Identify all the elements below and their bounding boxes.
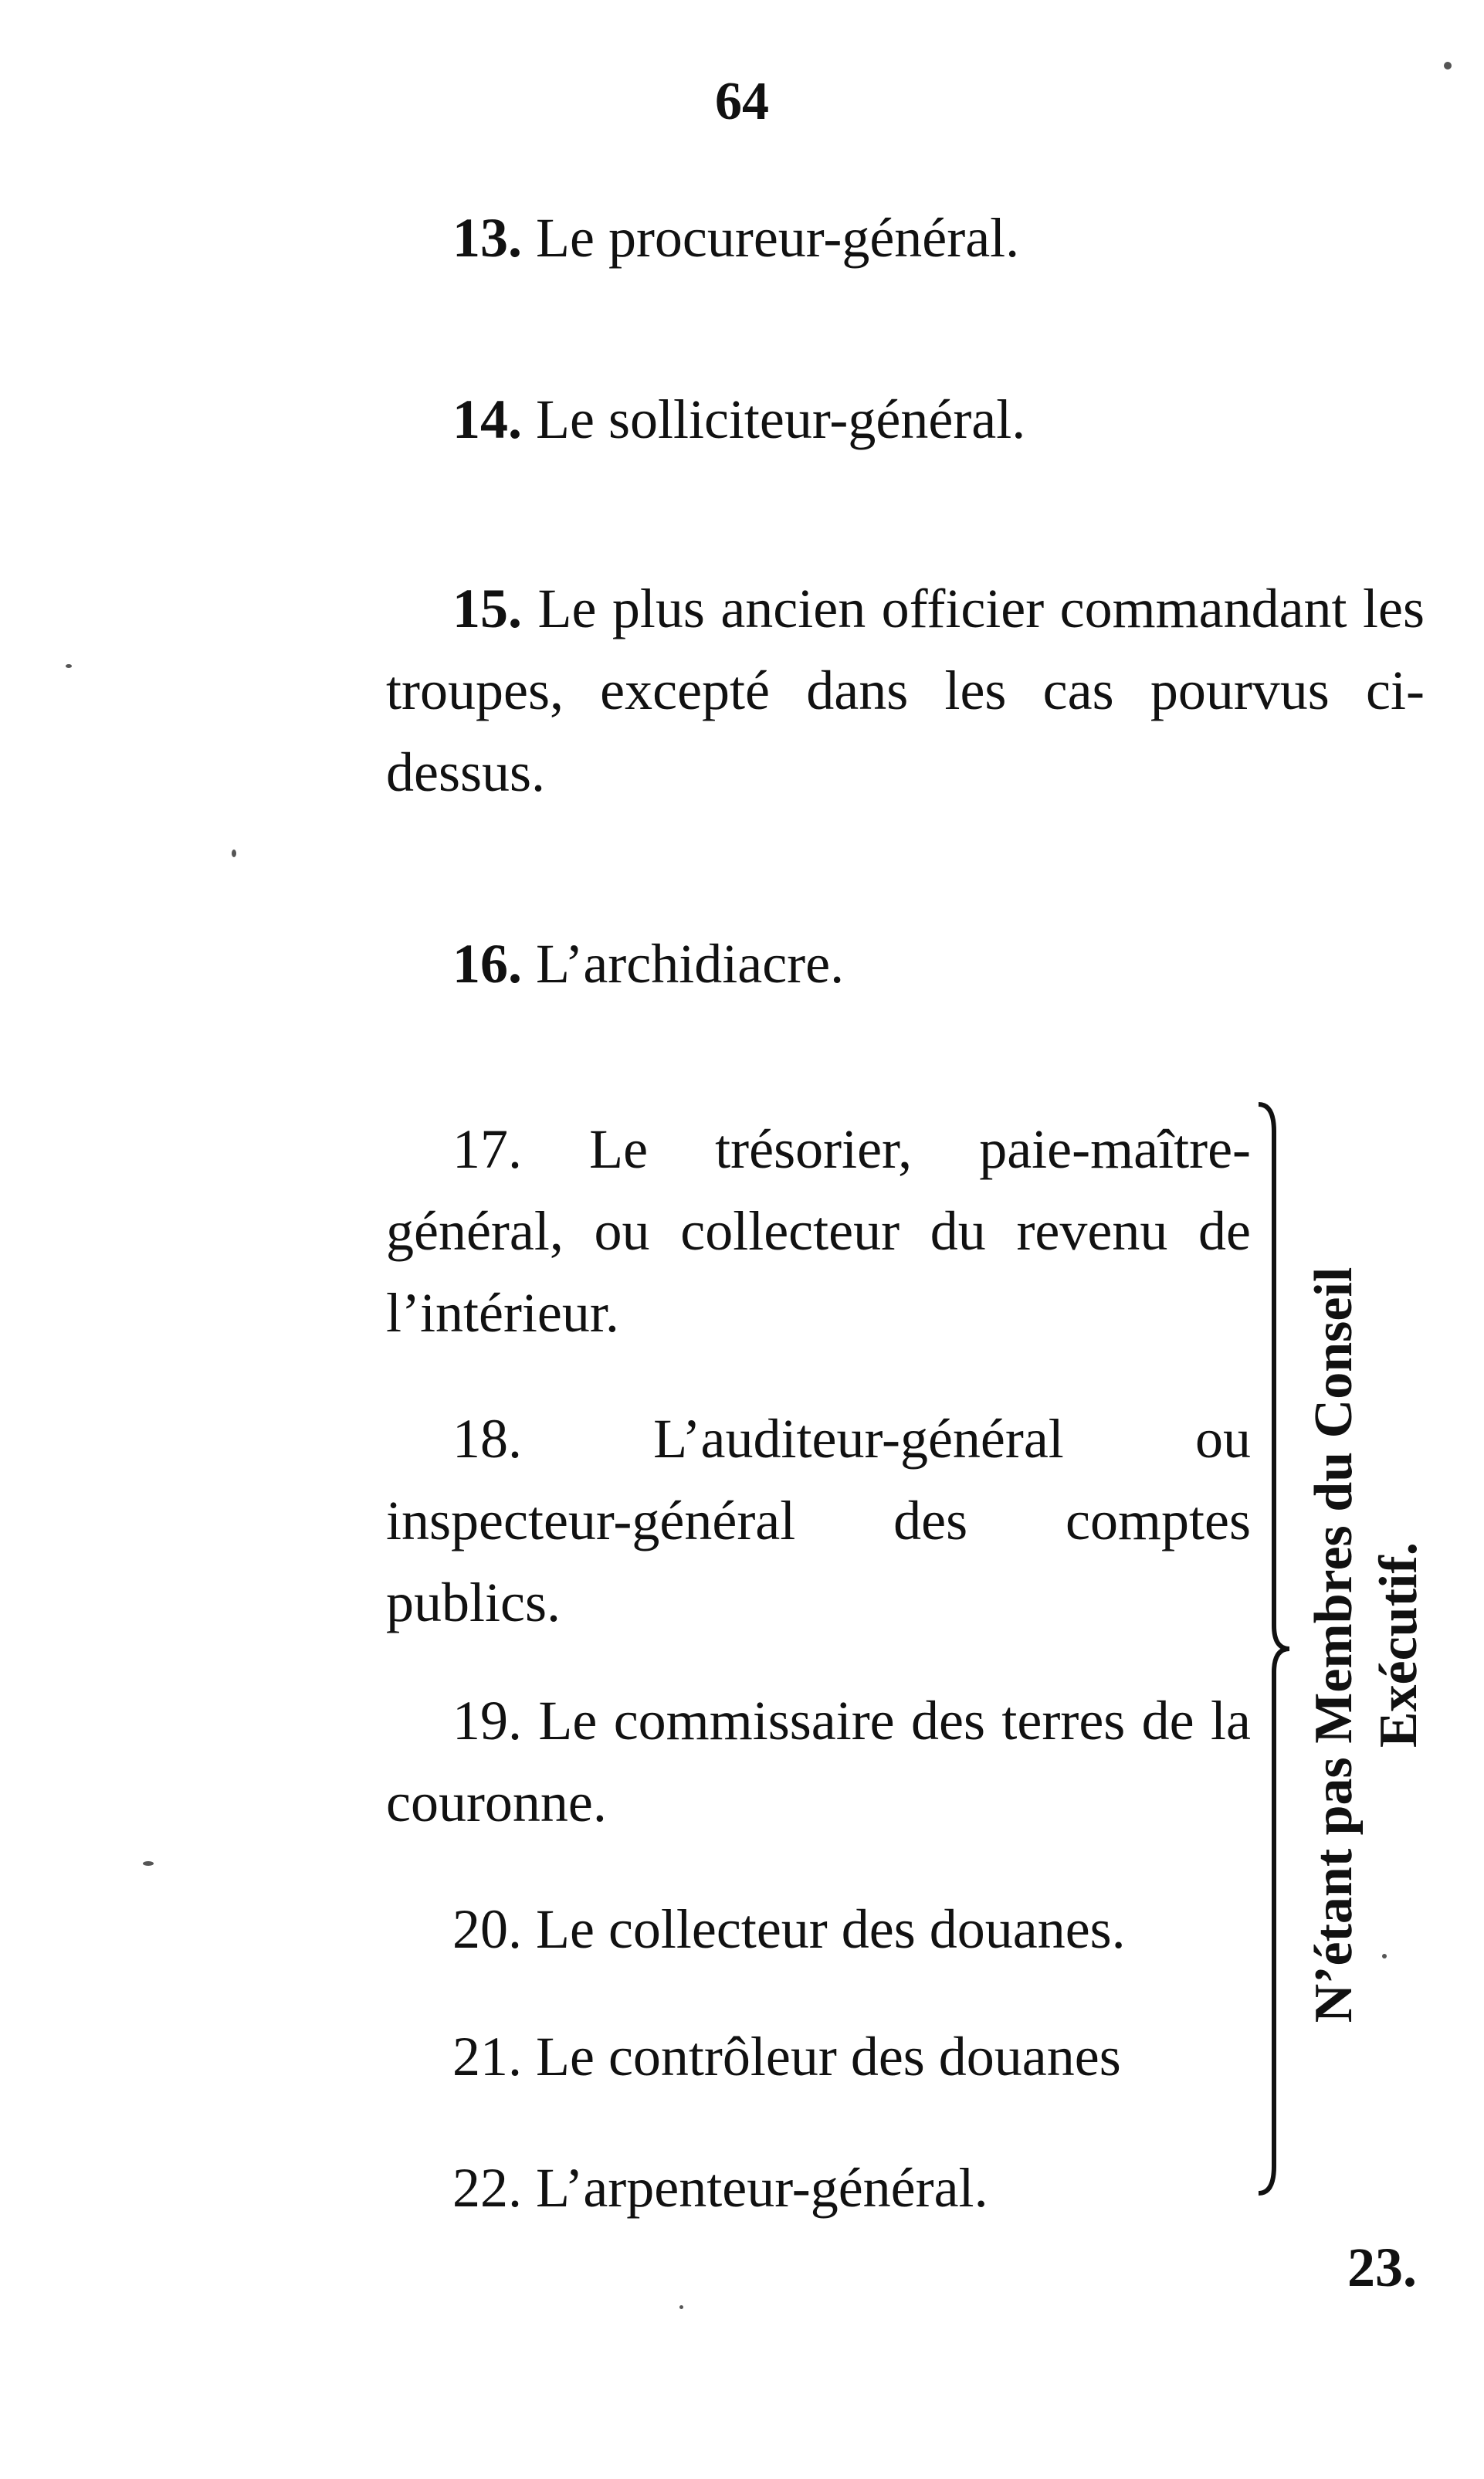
entry-16 bbox=[386, 923, 1425, 1005]
entry-text: Le collecteur des douanes. bbox=[522, 1898, 1126, 1960]
entry-text: Le plus ancien officier commandant les troupes, excepté dans les cas pourvus ci-dessus. bbox=[386, 578, 1425, 803]
paper-speck bbox=[143, 1861, 154, 1866]
paper-speck bbox=[679, 2305, 683, 2309]
entry-21 bbox=[386, 2016, 1251, 2097]
entry-17 bbox=[386, 1108, 1251, 1354]
entry-text: L’archidiacre. bbox=[522, 933, 845, 995]
entry-number: 15. bbox=[452, 578, 522, 639]
side-note-line-2: Exécutif. bbox=[1369, 1541, 1428, 1748]
entry-text: Le commissaire des terres de la couronne. bbox=[386, 1690, 1251, 1833]
entry-number: 17. bbox=[452, 1118, 522, 1180]
entry-number: 20. bbox=[452, 1898, 522, 1960]
entry-text: L’arpenteur-général. bbox=[522, 2157, 988, 2219]
entry-number: 21. bbox=[452, 2026, 522, 2087]
paper-speck bbox=[232, 850, 236, 857]
entry-text: Le contrôleur des douanes bbox=[522, 2026, 1121, 2087]
entry-number: 18. bbox=[452, 1408, 522, 1470]
entry-number: 19. bbox=[452, 1690, 522, 1752]
entry-text: Le trésorier, paie-maître-général, ou collecteur du revenu de l’intérieur. bbox=[386, 1118, 1251, 1344]
page-number: 64 bbox=[715, 72, 769, 131]
entry-15 bbox=[386, 568, 1425, 813]
catchword: 23. bbox=[1347, 2237, 1417, 2298]
paper-speck bbox=[66, 664, 72, 668]
entry-text: Le solliciteur-général. bbox=[522, 388, 1026, 450]
entry-number: 14. bbox=[452, 388, 522, 450]
entry-number: 13. bbox=[452, 207, 522, 269]
entry-18 bbox=[386, 1398, 1251, 1643]
entry-number: 16. bbox=[452, 933, 522, 995]
entry-text: Le procureur-général. bbox=[522, 207, 1020, 269]
entry-20 bbox=[386, 1888, 1251, 1970]
side-note bbox=[1266, 1097, 1467, 2193]
entry-19 bbox=[386, 1680, 1251, 1843]
entry-13 bbox=[386, 197, 1425, 279]
side-note-text bbox=[1302, 1104, 1431, 2186]
side-note-line-1: N’étant pas Membres du Conseil bbox=[1304, 1267, 1364, 2023]
entry-14 bbox=[386, 378, 1425, 460]
paper-speck bbox=[1382, 1954, 1387, 1958]
entry-22 bbox=[386, 2147, 1251, 2229]
entry-text: L’auditeur-général ou inspecteur-général des comptes publics. bbox=[386, 1408, 1251, 1633]
paper-speck bbox=[1444, 62, 1452, 70]
entry-number: 22. bbox=[452, 2157, 522, 2219]
